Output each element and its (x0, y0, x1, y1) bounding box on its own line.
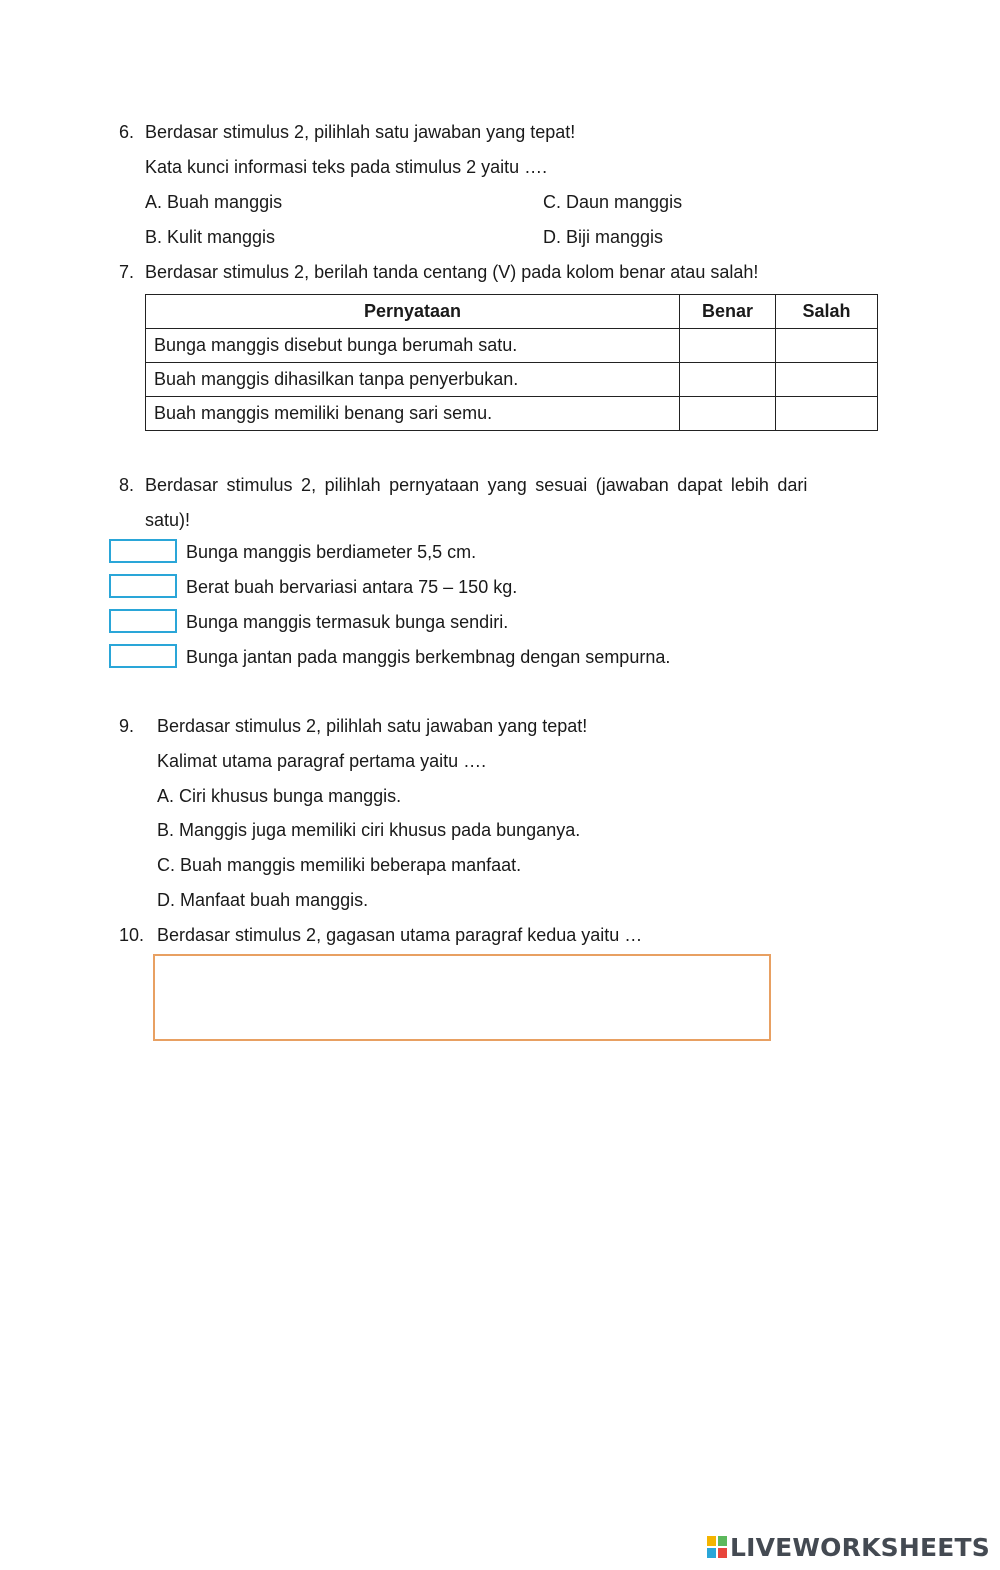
benar-answer-cell[interactable] (680, 397, 776, 431)
table-row (146, 397, 878, 431)
benar-answer-cell[interactable] (680, 329, 776, 363)
q6-number: 6. (119, 122, 135, 142)
statement-cell: Buah manggis memiliki benang sari semu. (146, 397, 680, 431)
q9-option-a[interactable]: A. Ciri khusus bunga manggis. (157, 786, 402, 806)
q6-option-c[interactable]: C. Daun manggis (543, 192, 683, 212)
q8-instruction-line1: Berdasar stimulus 2, pilihlah pernyataan yang sesuai (jawaban dapat lebih dari (145, 475, 808, 495)
header-salah: Salah (776, 295, 878, 329)
q8-item-3: Bunga manggis termasuk bunga sendiri. (186, 612, 509, 632)
q10-instruction: Berdasar stimulus 2, gagasan utama paragraf kedua yaitu … (157, 925, 643, 945)
q6-option-d[interactable]: D. Biji manggis (543, 227, 664, 247)
q8-item-1: Bunga manggis berdiameter 5,5 cm. (186, 542, 477, 562)
q9-question: Kalimat utama paragraf pertama yaitu …. (157, 751, 487, 771)
statement-cell: Buah manggis dihasilkan tanpa penyerbukan. (146, 363, 680, 397)
table-header-row (146, 295, 878, 329)
q6-instruction: Berdasar stimulus 2, pilihlah satu jawaban yang tepat! (145, 122, 576, 142)
q8-instruction-line2: satu)! (145, 510, 191, 530)
q10-number: 10. (119, 925, 145, 945)
q7-number: 7. (119, 262, 135, 282)
q6-option-b[interactable]: B. Kulit manggis (145, 227, 276, 247)
salah-answer-cell[interactable] (776, 397, 878, 431)
table-row (146, 363, 878, 397)
q8-checkbox-1[interactable] (109, 539, 177, 563)
q7-instruction: Berdasar stimulus 2, berilah tanda centang (V) pada kolom benar atau salah! (145, 262, 759, 282)
q8-number: 8. (119, 475, 135, 495)
logo-square-red (718, 1548, 727, 1558)
q8-checkbox-3[interactable] (109, 609, 177, 633)
salah-answer-cell[interactable] (776, 329, 878, 363)
q9-option-d[interactable]: D. Manfaat buah manggis. (157, 890, 369, 910)
logo-square-green (718, 1536, 727, 1546)
header-pernyataan: Pernyataan (146, 295, 680, 329)
q10-answer-input[interactable] (153, 954, 771, 1041)
table-row (146, 329, 878, 363)
q7-true-false-table (145, 294, 878, 431)
benar-answer-cell[interactable] (680, 363, 776, 397)
logo-text: LIVEWORKSHEETS (729, 1532, 990, 1562)
q9-number: 9. (119, 716, 135, 736)
liveworksheets-logo (707, 1532, 990, 1562)
logo-square-blue (707, 1548, 716, 1558)
q8-checkbox-4[interactable] (109, 644, 177, 668)
q8-checkbox-2[interactable] (109, 574, 177, 598)
salah-answer-cell[interactable] (776, 363, 878, 397)
logo-square-yellow (707, 1536, 716, 1546)
header-benar: Benar (680, 295, 776, 329)
statement-cell: Bunga manggis disebut bunga berumah satu. (146, 329, 680, 363)
q9-option-b[interactable]: B. Manggis juga memiliki ciri khusus pada bunganya. (157, 820, 581, 840)
liveworksheets-logo-icon (707, 1536, 727, 1558)
q8-item-2: Berat buah bervariasi antara 75 – 150 kg. (186, 577, 518, 597)
q6-question: Kata kunci informasi teks pada stimulus 2 yaitu …. (145, 157, 548, 177)
q8-item-4: Bunga jantan pada manggis berkembnag dengan sempurna. (186, 647, 671, 667)
q9-option-c[interactable]: C. Buah manggis memiliki beberapa manfaat. (157, 855, 522, 875)
q6-option-a[interactable]: A. Buah manggis (145, 192, 283, 212)
q9-instruction: Berdasar stimulus 2, pilihlah satu jawaban yang tepat! (157, 716, 588, 736)
